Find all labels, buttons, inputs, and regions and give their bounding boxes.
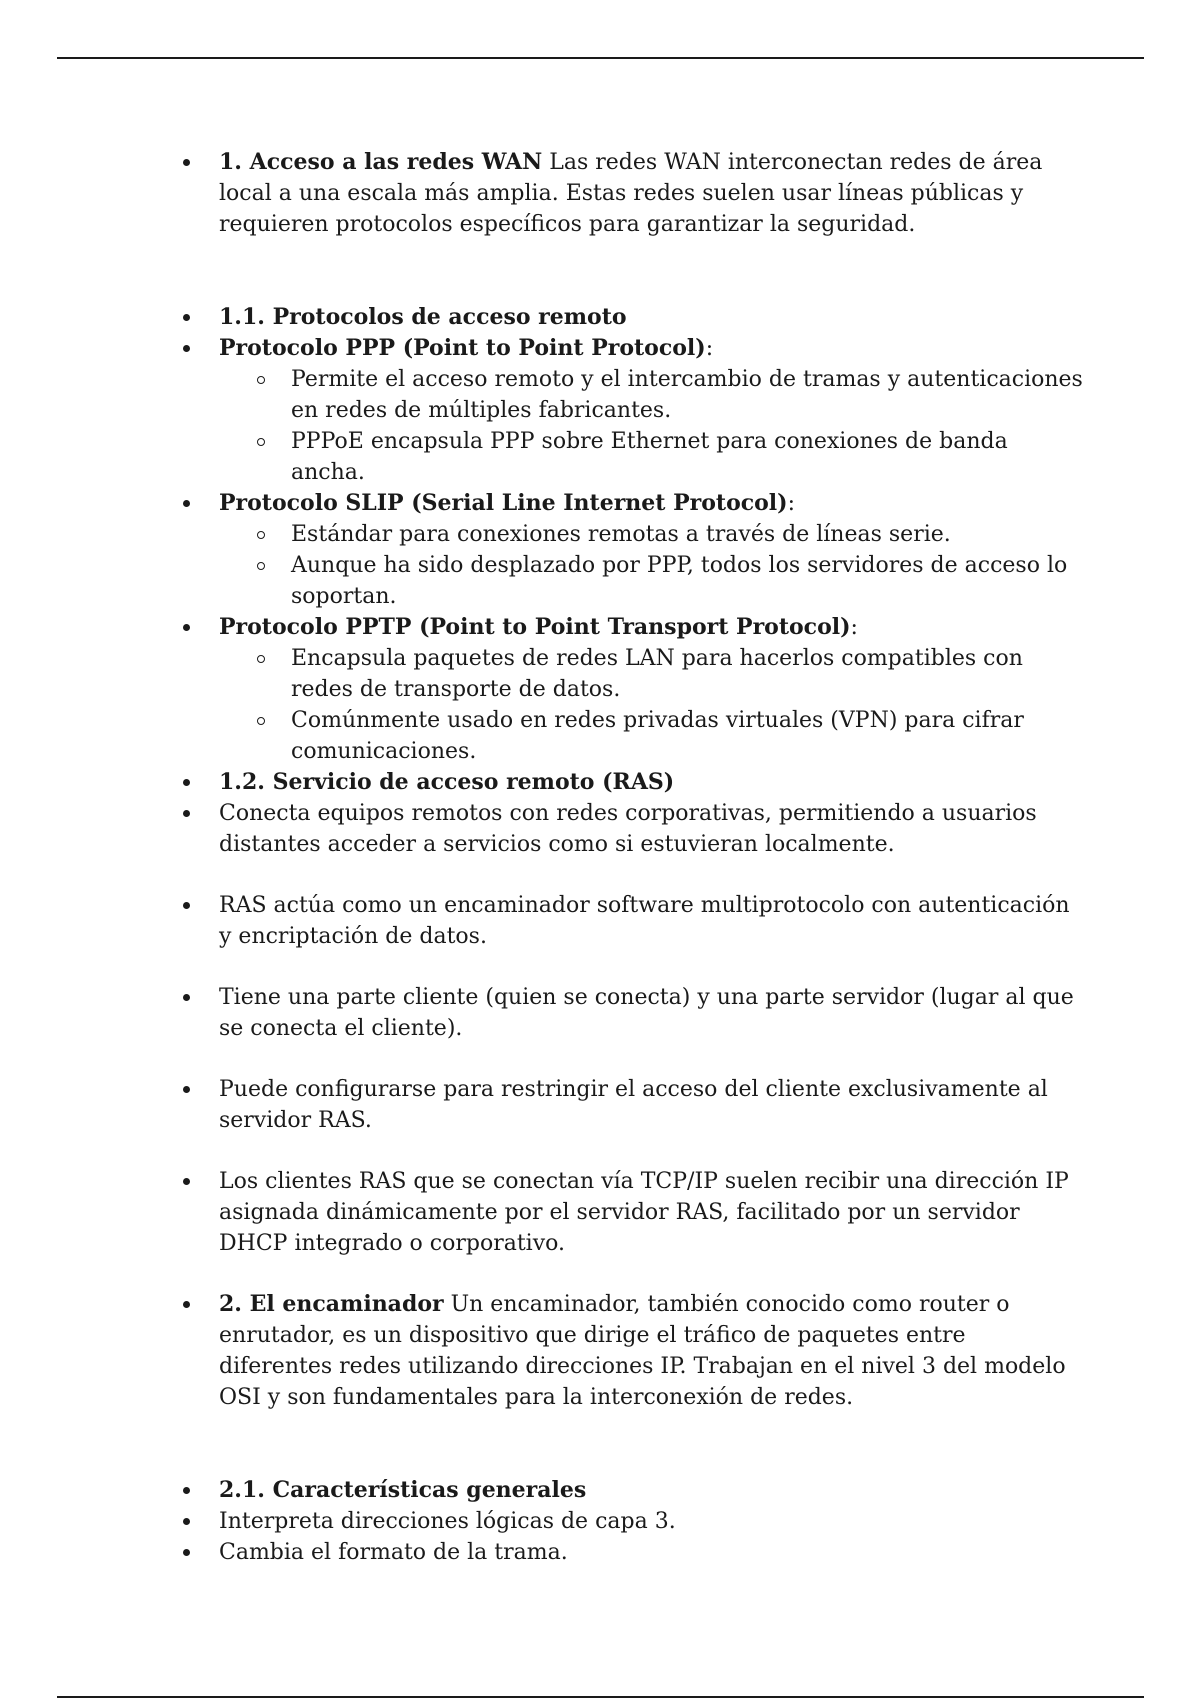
ppp-sub-item: Permite el acceso remoto y el intercambio de tramas y autenticaciones en redes de múltiples fabricantes. bbox=[183, 364, 1083, 426]
header-rule bbox=[57, 57, 1144, 59]
ras-item: Tiene una parte cliente (quien se conecta) y una parte servidor (lugar al que se conecta el cliente). bbox=[183, 982, 1083, 1044]
characteristic-item: Interpreta direcciones lógicas de capa 3. bbox=[183, 1506, 1083, 1537]
ras-item: Los clientes RAS que se conectan vía TCP/IP suelen recibir una dirección IP asignada dinámicamente por el servidor RAS, facilitado por un servidor DHCP integrado o corporativo. bbox=[183, 1166, 1083, 1259]
pptp-sub-item: Comúnmente usado en redes privadas virtuales (VPN) para cifrar comunicaciones. bbox=[183, 705, 1083, 767]
footer-rule bbox=[57, 1696, 1144, 1698]
slip-colon: : bbox=[787, 491, 795, 516]
ppp-title: Protocolo PPP (Point to Point Protocol) bbox=[219, 335, 706, 361]
section-1-1-heading: 1.1. Protocolos de acceso remoto bbox=[183, 302, 1083, 333]
characteristic-item: Cambia el formato de la trama. bbox=[183, 1537, 1083, 1568]
ras-item: Conecta equipos remotos con redes corporativas, permitiendo a usuarios distantes acceder a servicios como si estuvieran localmente. bbox=[183, 798, 1083, 860]
pptp-colon: : bbox=[850, 615, 858, 640]
ras-item: Puede configurarse para restringir el acceso del cliente exclusivamente al servidor RAS. bbox=[183, 1074, 1083, 1136]
document-body bbox=[183, 147, 1083, 1568]
section-2-text: Un encaminador, también conocido como router o enrutador, es un dispositivo que dirige el tráfico de paquetes entre diferentes redes utilizando direcciones IP. Trabajan en el nivel 3 del modelo OSI y son fundamentales para la interconexión de redes. bbox=[219, 1292, 1066, 1410]
section-2-1-heading: 2.1. Características generales bbox=[183, 1475, 1083, 1506]
slip-item bbox=[183, 488, 1083, 519]
slip-title: Protocolo SLIP (Serial Line Internet Protocol) bbox=[219, 490, 788, 516]
pptp-title: Protocolo PPTP (Point to Point Transport Protocol) bbox=[219, 614, 851, 640]
section-2-heading: 2. El encaminador bbox=[219, 1291, 444, 1317]
ppp-colon: : bbox=[705, 336, 714, 361]
pptp-item bbox=[183, 612, 1083, 643]
intro-item bbox=[183, 147, 1083, 240]
pptp-sub-item: Encapsula paquetes de redes LAN para hacerlos compatibles con redes de transporte de datos. bbox=[183, 643, 1083, 705]
ppp-item bbox=[183, 333, 1083, 364]
ppp-sub-item: PPPoE encapsula PPP sobre Ethernet para conexiones de banda ancha. bbox=[183, 426, 1083, 488]
ras-item: RAS actúa como un encaminador software multiprotocolo con autenticación y encriptación de datos. bbox=[183, 890, 1083, 952]
section-2-item bbox=[183, 1289, 1083, 1413]
slip-sub-item: Aunque ha sido desplazado por PPP, todos los servidores de acceso lo soportan. bbox=[183, 550, 1083, 612]
intro-heading: 1. Acceso a las redes WAN bbox=[219, 149, 543, 175]
intro-text: Las redes WAN interconectan redes de área local a una escala más amplia. Estas redes suelen usar líneas públicas y requieren protocolos específicos para garantizar la seguridad. bbox=[219, 150, 1043, 237]
section-1-2-heading: 1.2. Servicio de acceso remoto (RAS) bbox=[183, 767, 1083, 798]
slip-sub-item: Estándar para conexiones remotas a través de líneas serie. bbox=[183, 519, 1083, 550]
